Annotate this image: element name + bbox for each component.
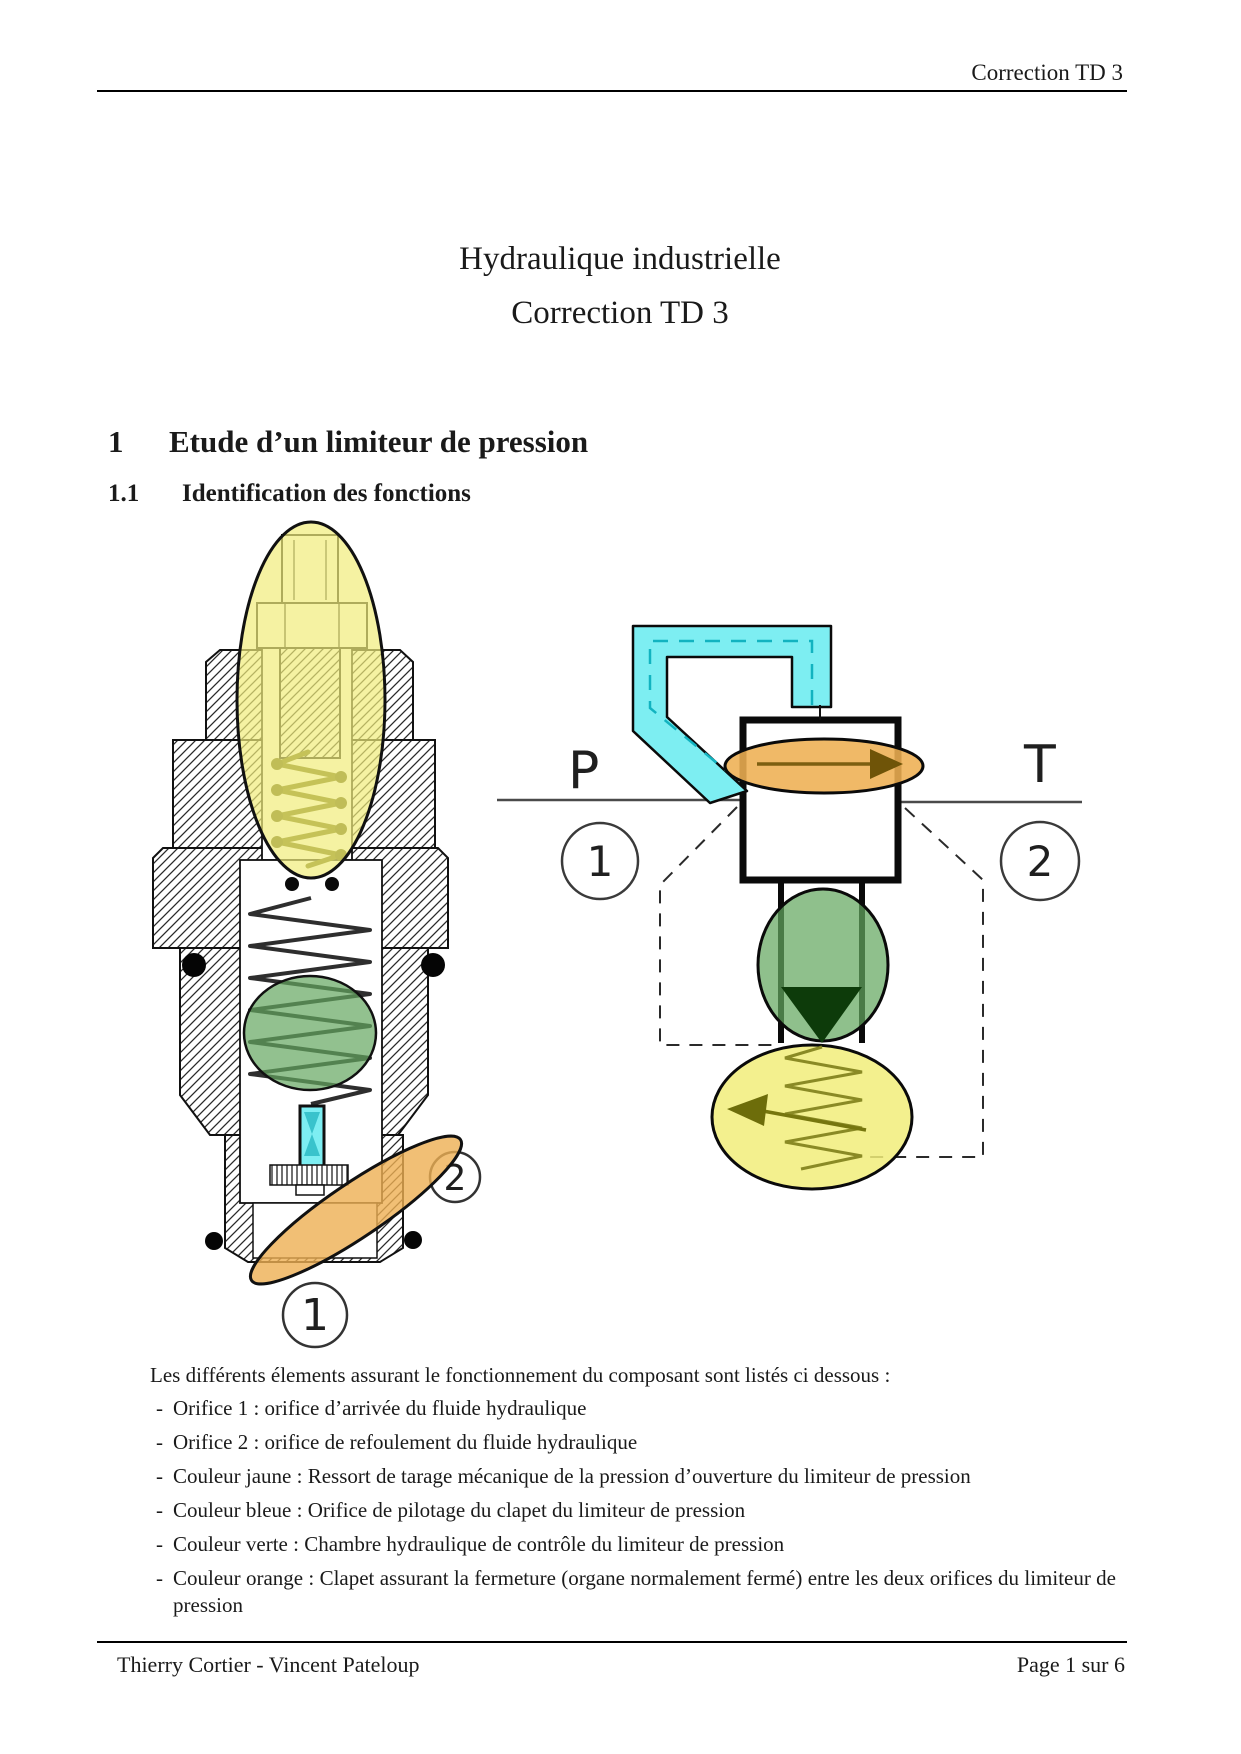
- section-title: Etude d’un limiteur de pression: [169, 424, 589, 459]
- port-t-label: T: [1024, 735, 1056, 795]
- list-marker: -: [156, 1498, 163, 1522]
- list-item-text: Couleur verte : Chambre hydraulique de contrôle du limiteur de pression: [173, 1532, 785, 1556]
- list-item: [156, 1395, 1116, 1422]
- hydraulic-schematic: [497, 626, 1082, 1189]
- list-item: [156, 1497, 1116, 1524]
- seat-tab: [296, 1185, 324, 1195]
- section-number: 1: [108, 424, 124, 459]
- list-item-text: Orifice 1 : orifice d’arrivée du fluide hydraulique: [173, 1396, 587, 1420]
- list-marker: -: [156, 1396, 163, 1420]
- orifice-1-callout: [283, 1283, 347, 1347]
- svg-text:2: 2: [1026, 837, 1054, 886]
- document-title-line1: Hydraulique industrielle: [459, 241, 781, 277]
- list-marker: -: [156, 1464, 163, 1488]
- subsection-number: 1.1: [108, 480, 140, 507]
- svg-text:1: 1: [586, 837, 614, 886]
- list-item-text: Couleur jaune : Ressort de tarage mécanique de la pression d’ouverture du limiteur de pression: [173, 1464, 971, 1488]
- green-highlight-ellipse: [244, 976, 376, 1090]
- clapet-flow-symbol: [725, 739, 923, 793]
- list-item: [156, 1429, 1116, 1456]
- svg-text:2: 2: [443, 1158, 467, 1199]
- svg-text:1: 1: [301, 1290, 329, 1341]
- list-marker: -: [156, 1532, 163, 1556]
- list-item: [156, 1531, 1116, 1558]
- document-title-line2: Correction TD 3: [511, 295, 729, 331]
- header-rule: [97, 90, 1127, 92]
- list-item-text: Couleur bleue : Orifice de pilotage du clapet du limiteur de pression: [173, 1498, 746, 1522]
- poppet-seal-right: [325, 877, 339, 891]
- footer-authors: Thierry Cortier - Vincent Pateloup: [117, 1652, 420, 1677]
- section-1-heading: [108, 424, 588, 460]
- legend-list: [156, 1395, 1116, 1626]
- list-item-text: Orifice 2 : orifice de refoulement du fluide hydraulique: [173, 1430, 638, 1454]
- port-p-label: P: [568, 741, 600, 801]
- legend-intro: Les différents élements assurant le fonctionnement du composant sont listés ci dessous :: [150, 1363, 891, 1387]
- poppet-seal-left: [285, 877, 299, 891]
- list-item: [156, 1463, 1116, 1490]
- document-title: [100, 232, 1140, 340]
- list-marker: -: [156, 1566, 163, 1590]
- list-item-text: Couleur orange : Clapet assurant la fermeture (organe normalement fermé) entre les deux orifices du limiteur de pression: [173, 1566, 1116, 1617]
- functional-identification-figure: [100, 460, 1140, 1350]
- schematic-orifice-2-callout: [1001, 822, 1079, 900]
- schematic-orifice-1-callout: [562, 823, 638, 899]
- footer-page-number: Page 1 sur 6: [1016, 1652, 1125, 1677]
- list-item: [156, 1565, 1116, 1619]
- yellow-highlight-ellipse: [237, 522, 385, 878]
- spring-symbol: [712, 1045, 912, 1189]
- valve-cross-section: [153, 522, 480, 1347]
- knurled-seat: [270, 1165, 348, 1185]
- footer-rule: [97, 1641, 1127, 1643]
- page-header-title: Correction TD 3: [971, 60, 1123, 85]
- list-marker: -: [156, 1430, 163, 1454]
- pilot-orifice: [300, 1106, 324, 1166]
- subsection-title: Identification des fonctions: [182, 480, 471, 507]
